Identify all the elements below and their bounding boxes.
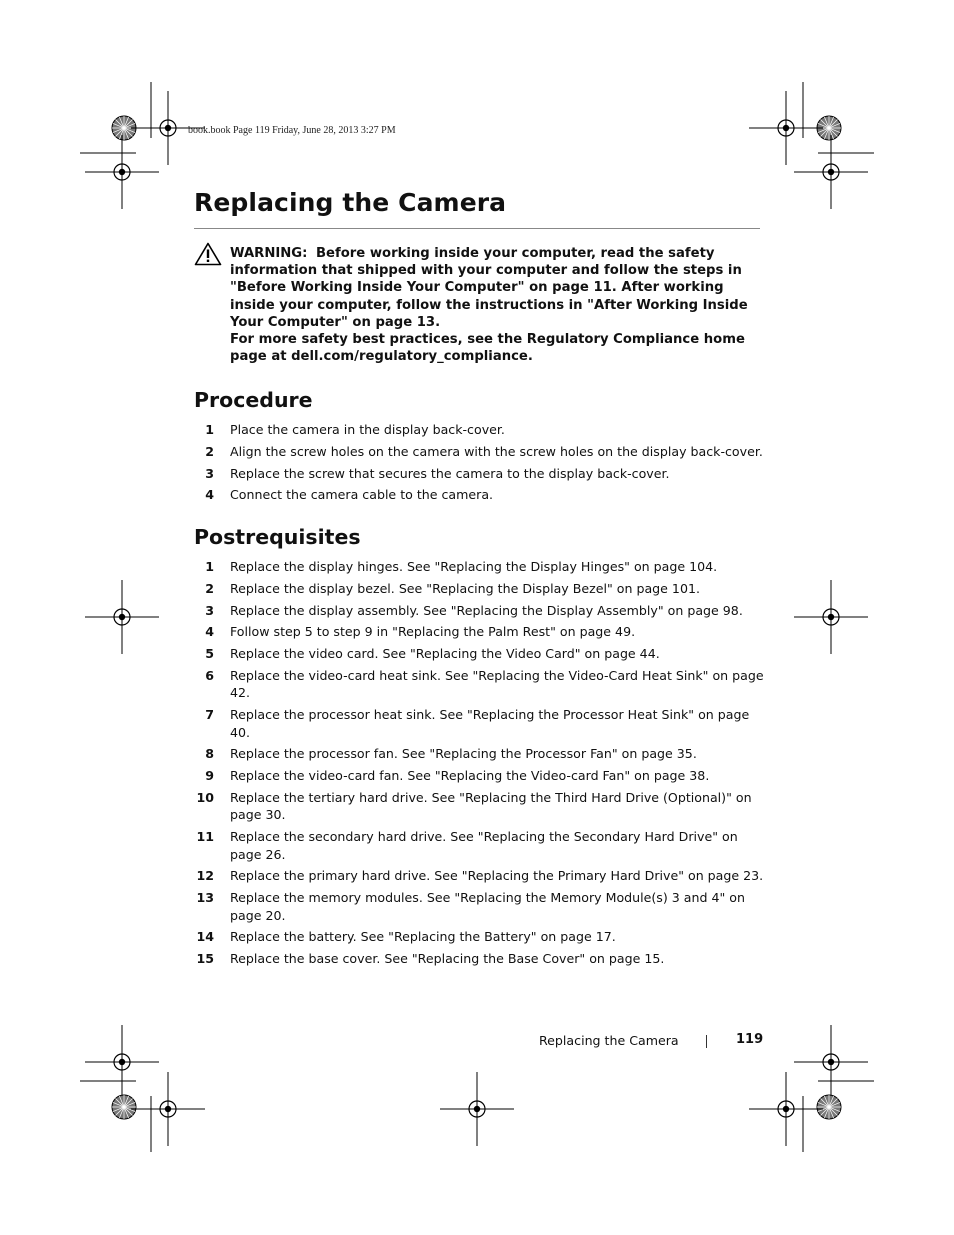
page-number: 119 <box>736 1032 764 1047</box>
page-title: Replacing the Camera <box>194 188 507 217</box>
step-text: Replace the display bezel. See "Replacing the Display Bezel" on page 101. <box>230 580 700 596</box>
warning-triangle-icon <box>194 242 222 266</box>
list-item <box>194 828 764 863</box>
postrequisites-list <box>194 558 764 972</box>
postrequisites-heading: Postrequisites <box>194 525 361 549</box>
step-number: 13 <box>196 890 214 906</box>
step-text: Replace the memory modules. See "Replacing the Memory Module(s) 3 and 4" on page 20. <box>230 890 745 923</box>
warning-extra-text: For more safety best practices, see the Regulatory Compliance home page at dell.com/regulatory_compliance. <box>230 332 745 365</box>
list-item <box>194 602 764 619</box>
step-text: Replace the secondary hard drive. See "Replacing the Secondary Hard Drive" on page 26. <box>230 829 738 862</box>
list-item <box>194 889 764 924</box>
step-number: 12 <box>196 868 214 884</box>
list-item <box>194 789 764 824</box>
step-number: 15 <box>196 951 214 967</box>
step-number: 2 <box>205 580 214 596</box>
step-number: 2 <box>205 443 214 459</box>
warning-text: Before working inside your computer, read the safety information that shipped with your computer and follow the steps in "Before Working Inside Your Computer" on page 11. After working inside your computer, follow the instructions in "After Working Inside Your Computer" on page 13. <box>230 246 748 330</box>
step-number: 3 <box>205 602 214 618</box>
step-text: Replace the battery. See "Replacing the Battery" on page 17. <box>230 929 616 945</box>
step-text: Replace the video-card heat sink. See "Replacing the Video-Card Heat Sink" on page 42. <box>230 667 764 701</box>
step-number: 3 <box>205 465 214 481</box>
step-text: Replace the base cover. See "Replacing the Base Cover" on page 15. <box>230 951 665 967</box>
step-number: 5 <box>205 646 214 662</box>
step-number: 6 <box>205 667 214 683</box>
print-header: book.book Page 119 Friday, June 28, 2013 3:27 PM <box>188 125 396 136</box>
warning-label: WARNING: <box>230 246 308 261</box>
step-number: 8 <box>205 746 214 762</box>
list-item <box>194 623 764 640</box>
step-text: Follow step 5 to step 9 in "Replacing the Palm Rest" on page 49. <box>230 624 636 640</box>
warning-paragraph <box>230 245 765 331</box>
list-item <box>194 667 764 702</box>
list-item <box>194 465 764 482</box>
list-item <box>194 767 764 784</box>
list-item <box>194 558 764 575</box>
list-item <box>194 421 764 438</box>
step-number: 7 <box>205 707 214 723</box>
step-text: Replace the tertiary hard drive. See "Replacing the Third Hard Drive (Optional)" on page 30. <box>230 789 752 823</box>
footer-section-title: Replacing the Camera <box>539 1033 679 1048</box>
list-item <box>194 867 764 884</box>
step-number: 4 <box>205 487 214 503</box>
step-text: Replace the display assembly. See "Replacing the Display Assembly" on page 98. <box>230 602 743 618</box>
procedure-list <box>194 421 764 508</box>
step-text: Replace the processor heat sink. See "Replacing the Processor Heat Sink" on page 40. <box>230 707 750 740</box>
list-item <box>194 443 764 460</box>
step-text: Replace the primary hard drive. See "Replacing the Primary Hard Drive" on page 23. <box>230 868 764 884</box>
step-text: Replace the video-card fan. See "Replacing the Video-card Fan" on page 38. <box>230 768 710 784</box>
list-item <box>194 645 764 662</box>
title-divider <box>194 228 760 229</box>
list-item <box>194 928 764 945</box>
step-number: 14 <box>196 929 214 945</box>
step-number: 9 <box>205 768 214 784</box>
step-text: Replace the screw that secures the camera to the display back-cover. <box>230 465 670 481</box>
list-item <box>194 486 764 503</box>
step-number: 11 <box>196 829 214 845</box>
step-text: Place the camera in the display back-cover. <box>230 422 505 437</box>
procedure-heading: Procedure <box>194 388 313 412</box>
list-item <box>194 745 764 762</box>
list-item <box>194 950 764 967</box>
step-number: 10 <box>196 789 214 805</box>
list-item <box>194 706 764 741</box>
step-number: 1 <box>205 422 214 437</box>
step-number: 4 <box>205 624 214 640</box>
step-text: Replace the video card. See "Replacing the Video Card" on page 44. <box>230 646 660 662</box>
step-text: Connect the camera cable to the camera. <box>230 487 494 503</box>
step-text: Replace the processor fan. See "Replacing the Processor Fan" on page 35. <box>230 746 697 762</box>
warning-box <box>230 245 765 365</box>
step-number: 1 <box>205 559 214 574</box>
footer-divider <box>706 1035 707 1048</box>
step-text: Align the screw holes on the camera with the screw holes on the display back-cover. <box>230 443 763 459</box>
list-item <box>194 580 764 597</box>
step-text: Replace the display hinges. See "Replacing the Display Hinges" on page 104. <box>230 559 718 574</box>
